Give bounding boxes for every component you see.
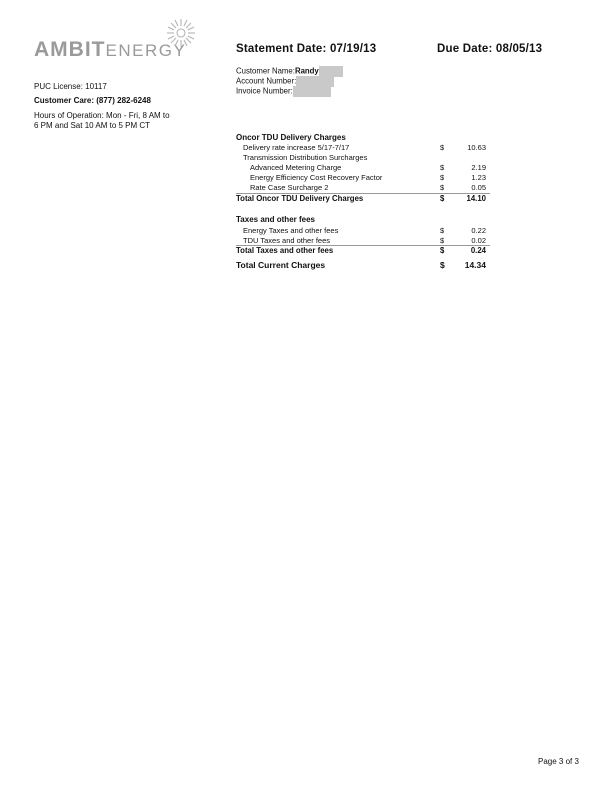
logo-text-energy: ENERGY xyxy=(105,41,187,60)
page-number: Page 3 of 3 xyxy=(538,757,579,766)
tax-row: Energy Taxes and other fees $ 0.22 xyxy=(243,226,486,235)
puc-license: PUC License: 10117 xyxy=(34,82,107,91)
charge-row: Delivery rate increase 5/17-7/17 $ 10.63 xyxy=(243,143,486,152)
redaction-box xyxy=(293,86,331,97)
charge-row: Rate Case Surcharge 2 $ 0.05 xyxy=(250,183,486,192)
taxes-total-row: Total Taxes and other fees $ 0.24 xyxy=(236,246,486,255)
charge-row: Transmission Distribution Surcharges xyxy=(243,153,368,162)
due-date: Due Date: 08/05/13 xyxy=(437,43,543,55)
invoice-number-label: Invoice Number: xyxy=(236,86,293,96)
customer-name-label: Customer Name: xyxy=(236,66,295,76)
total-current-charges-row: Total Current Charges $ 14.34 xyxy=(236,260,486,270)
taxes-section-heading: Taxes and other fees xyxy=(236,215,315,224)
oncor-section-heading: Oncor TDU Delivery Charges xyxy=(236,133,346,142)
logo-text-ambit: AMBIT xyxy=(34,38,106,61)
account-number-label: Account Number: xyxy=(236,76,297,86)
sunburst-logo-icon xyxy=(164,16,198,50)
statement-date: Statement Date: 07/19/13 xyxy=(236,43,377,55)
invoice-number-line xyxy=(236,86,331,97)
hours-of-operation-line1: Hours of Operation: Mon - Fri, 8 AM to xyxy=(34,111,170,120)
customer-name-value: Randy xyxy=(294,66,319,76)
charge-row: Energy Efficiency Cost Recovery Factor $ 1.23 xyxy=(250,173,486,182)
customer-care-phone: Customer Care: (877) 282-6248 xyxy=(34,96,151,105)
oncor-total-row: Total Oncor TDU Delivery Charges $ 14.10 xyxy=(236,194,486,203)
tax-row: TDU Taxes and other fees $ 0.02 xyxy=(243,236,486,245)
charge-row: Advanced Metering Charge $ 2.19 xyxy=(250,163,486,172)
hours-of-operation-line2: 6 PM and Sat 10 AM to 5 PM CT xyxy=(34,121,151,130)
